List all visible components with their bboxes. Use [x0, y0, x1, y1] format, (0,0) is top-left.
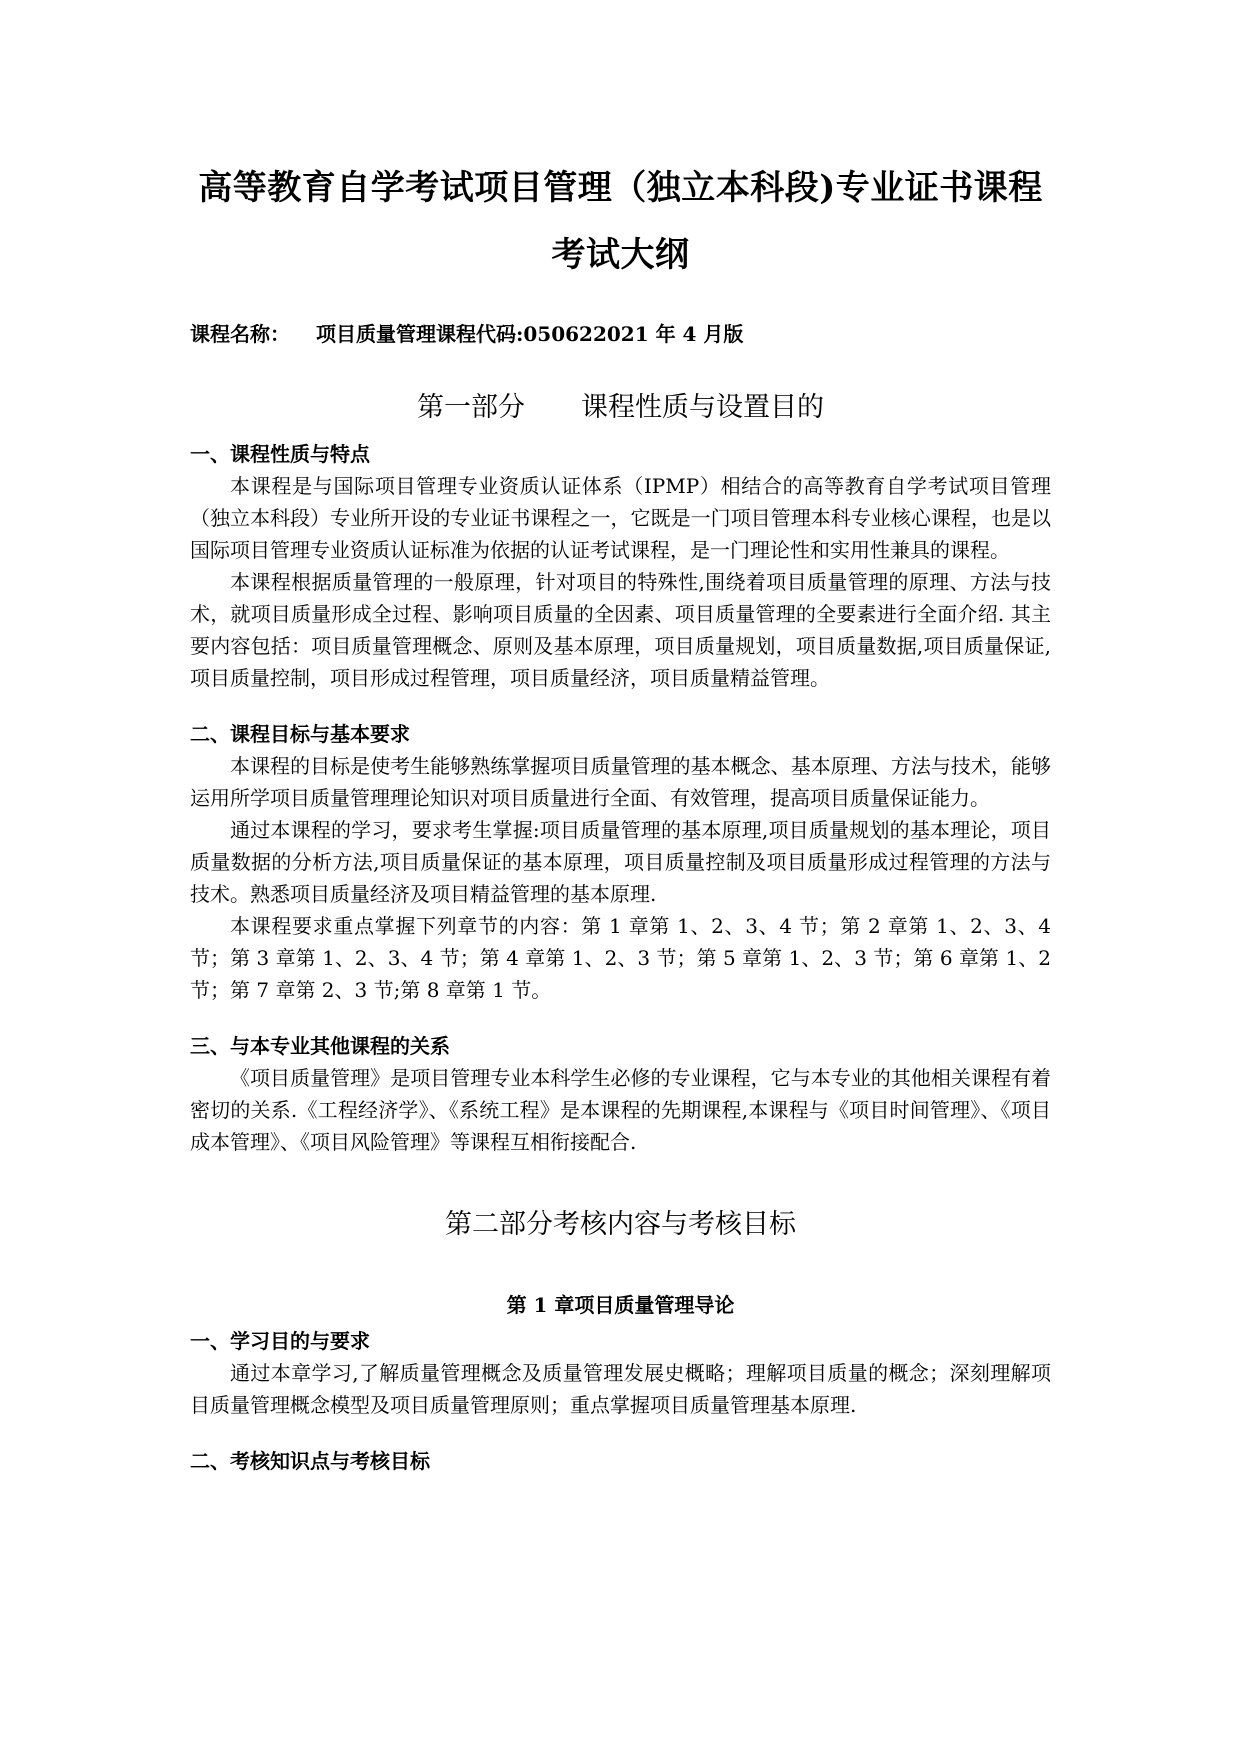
- section-heading-learning-goals: 一、学习目的与要求: [190, 1329, 370, 1353]
- section-heading-assessment-points: 二、考核知识点与考核目标: [190, 1449, 430, 1473]
- paragraph: 本课程是与国际项目管理专业资质认证体系（IPMP）相结合的高等教育自学考试项目管理（独立本科段）专业所开设的专业证书课程之一，它既是一门项目管理本科专业核心课程，也是以国际项目管理专业资质认证标准为依据的认证考试课程，是一门理论性和实用性兼具的课程。: [190, 474, 1051, 562]
- part1-name: 课程性质与设置目的: [581, 392, 824, 423]
- part2-title: 第二部分考核内容与考核目标: [445, 1209, 796, 1240]
- course-label: 课程名称：: [190, 322, 290, 346]
- paragraph: 本课程要求重点掌握下列章节的内容：第 1 章第 1、2、3、4 节；第 2 章第 1、2、3、4 节；第 3 章第 1、2、3、4 节；第 4 章第 1、2、3 节；第 5 章第 1、2、3 节；第 6 章第 1、2 节；第 7 章第 2、3 节;第 8 章第 1 节。: [190, 914, 1051, 1002]
- section-heading-relations: 三、与本专业其他课程的关系: [190, 1034, 450, 1058]
- paragraph: 通过本课程的学习，要求考生掌握:项目质量管理的基本原理,项目质量规划的基本理论，项目质量数据的分析方法,项目质量保证的基本原理，项目质量控制及项目质量形成过程管理的方法与技术。熟悉项目质量经济及项目精益管理的基本原理.: [190, 818, 1051, 906]
- paragraph: 本课程根据质量管理的一般原理，针对项目的特殊性,围绕着项目质量管理的原理、方法与技术，就项目质量形成全过程、影响项目质量的全因素、项目质量管理的全要素进行全面介绍. 其主要内容包括：项目质量管理概念、原则及基本原理，项目质量规划，项目质量数据,项目质量保证,项目质量控制，项目形成过程管理，项目质量经济，项目质量精益管理。: [190, 570, 1051, 690]
- course-info: 项目质量管理课程代码:050622021 年 4 月版: [316, 322, 744, 346]
- document-title-line2: 考试大纲: [551, 235, 690, 275]
- course-info-line: [190, 318, 1051, 347]
- document-title-line1: 高等教育自学考试项目管理（独立本科段)专业证书课程: [198, 168, 1043, 208]
- part1-title: [190, 385, 1051, 424]
- section-heading-nature: 一、课程性质与特点: [190, 442, 370, 466]
- paragraph: 通过本章学习,了解质量管理概念及质量管理发展史概略；理解项目质量的概念；深刻理解项目质量管理概念模型及项目质量管理原则；重点掌握项目质量管理基本原理.: [190, 1361, 1051, 1417]
- section-heading-objectives: 二、课程目标与基本要求: [190, 722, 410, 746]
- part1-label: 第一部分: [417, 392, 525, 423]
- chapter1-title: 第 1 章项目质量管理导论: [506, 1293, 735, 1317]
- paragraph: 本课程的目标是使考生能够熟练掌握项目质量管理的基本概念、基本原理、方法与技术，能够运用所学项目质量管理理论知识对项目质量进行全面、有效管理，提高项目质量保证能力。: [190, 754, 1051, 810]
- paragraph: 《项目质量管理》是项目管理专业本科学生必修的专业课程，它与本专业的其他相关课程有着密切的关系.《工程经济学》、《系统工程》是本课程的先期课程,本课程与《项目时间管理》、《项目成本管理》、《项目风险管理》等课程互相衔接配合.: [190, 1066, 1051, 1154]
